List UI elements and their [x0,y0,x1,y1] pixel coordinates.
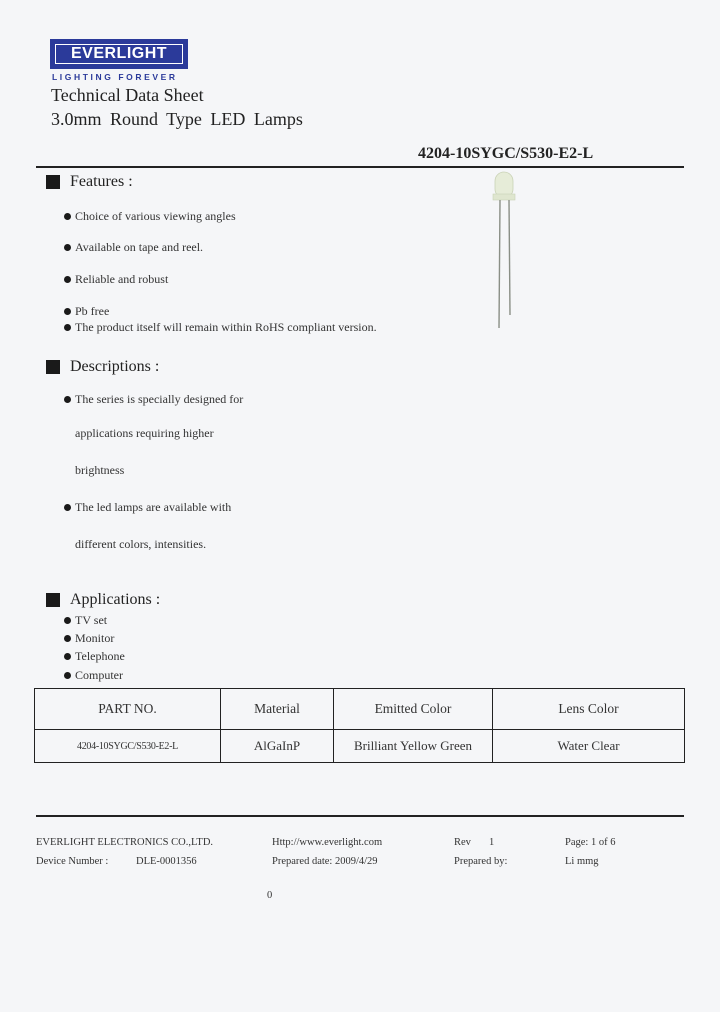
applications-heading-text: Applications : [70,591,161,608]
revision-label: Rev [454,837,471,848]
bullet-icon [64,396,71,403]
application-text: TV set [75,613,108,627]
description-text: different colors, intensities. [75,537,207,551]
device-number-value: DLE-0001356 [136,856,197,867]
section-square-icon [46,175,60,189]
bullet-icon [64,672,71,679]
company-name: EVERLIGHT ELECTRONICS CO.,LTD. [36,837,214,848]
description-item [64,392,243,407]
description-text: The led lamps are available with [75,500,232,514]
feature-item [64,304,109,319]
bullet-icon [64,244,71,251]
table-row [35,730,685,763]
feature-item [64,272,168,287]
feature-item [64,209,236,224]
device-number-label: Device Number : [36,856,109,867]
application-item [64,668,123,683]
table-cell: Water Clear [493,730,685,763]
header-divider [36,166,684,168]
logo-text: EVERLIGHT [55,44,183,64]
page-number: 0 [267,890,273,901]
description-text: The series is specially designed for [75,392,244,406]
features-heading [46,173,133,191]
company-logo [50,39,188,69]
feature-item [64,320,377,335]
table-cell: AlGaInP [221,730,334,763]
part-number-heading: 4204-10SYGC/S530-E2-L [418,145,594,162]
column-header: Lens Color [493,689,685,730]
bullet-icon [64,308,71,315]
description-text: brightness [75,463,125,477]
feature-text: Choice of various viewing angles [75,209,236,223]
application-text: Telephone [75,649,125,663]
applications-heading [46,591,160,609]
column-header: Material [221,689,334,730]
prepared-by-label: Prepared by: [454,856,508,867]
table-cell: Brilliant Yellow Green [334,730,493,763]
bullet-icon [64,635,71,642]
features-heading-text: Features : [70,173,133,190]
application-text: Computer [75,668,123,682]
descriptions-heading-text: Descriptions : [70,358,160,375]
bullet-icon [64,617,71,624]
description-text: applications requiring higher [75,426,214,440]
bullet-icon [64,276,71,283]
prepared-by-value: Li mmg [565,856,599,867]
bullet-icon [64,504,71,511]
application-item [64,631,114,646]
document-subtitle: 3.0mm Round Type LED Lamps [51,109,303,129]
table-header-row [35,689,685,730]
description-item [64,500,231,515]
led-lamp-image [485,170,525,330]
bullet-icon [64,653,71,660]
page-count: Page: 1 of 6 [565,837,616,848]
application-text: Monitor [75,631,115,645]
document-title: Technical Data Sheet [51,85,204,105]
section-square-icon [46,360,60,374]
website-link[interactable]: Http://www.everlight.com [272,837,383,848]
feature-text: Pb free [75,304,110,318]
application-item [64,613,107,628]
application-item [64,649,125,664]
prepared-date: Prepared date: 2009/4/29 [272,856,378,867]
feature-text: Available on tape and reel. [75,240,204,254]
footer-divider [36,815,684,817]
bullet-icon [64,324,71,331]
column-header: PART NO. [35,689,221,730]
feature-item [64,240,203,255]
section-square-icon [46,593,60,607]
feature-text: The product itself will remain within RoHS compliant version. [75,320,377,334]
feature-text: Reliable and robust [75,272,169,286]
bullet-icon [64,213,71,220]
column-header: Emitted Color [334,689,493,730]
revision-value: 1 [489,837,495,848]
logo-tagline: LIGHTING FOREVER [52,72,178,82]
table-cell: 4204-10SYGC/S530-E2-L [35,730,221,763]
parts-table [34,688,685,763]
descriptions-heading [46,358,159,376]
